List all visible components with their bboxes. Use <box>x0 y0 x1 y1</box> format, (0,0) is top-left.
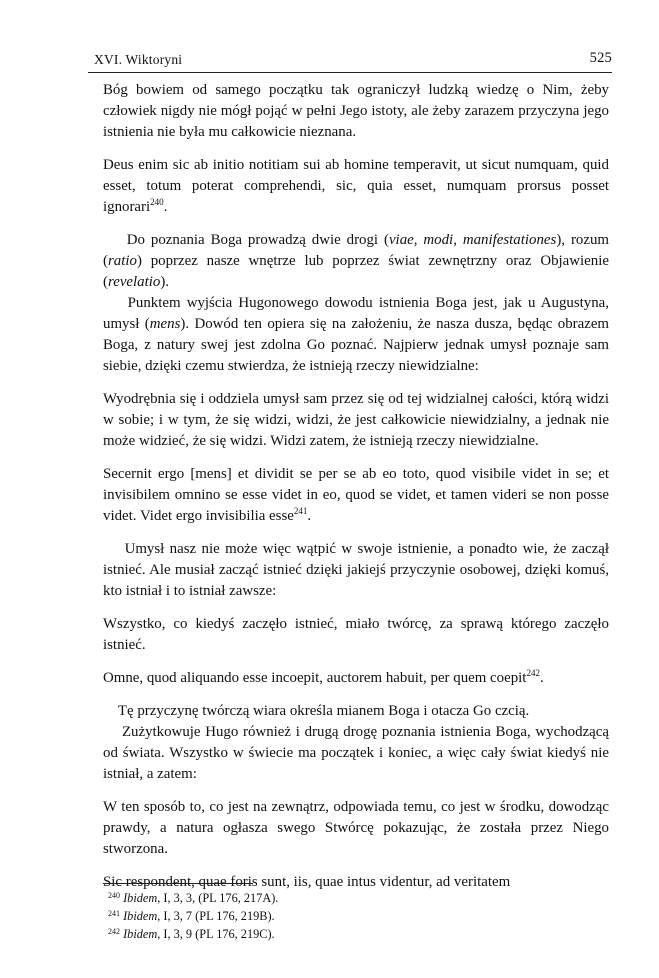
quote-3-latin: Sic respondent, quae foris sunt, iis, quae intus videntur, ad veritatem <box>103 874 511 890</box>
footnote-ref-240[interactable]: 240 <box>150 197 164 207</box>
quote-2-polish: Wszystko, co kiedyś zaczęło istnieć, miało twórcę, za sprawą którego zaczęło istnieć. <box>103 616 609 653</box>
quote-2-latin: Omne, quod aliquando esse incoepit, auctorem habuit, per quem coepit$^{242}$. <box>103 668 544 686</box>
quote-3-polish: W ten sposób to, co jest na zewnątrz, odpowiada temu, co jest w środku, dowodząc prawdy, a natura ogłasza swego Stwórcę pokazując, że została przez Niego stworzona. <box>103 799 609 857</box>
main-text <box>103 80 609 893</box>
paragraph-6: Tę przyczynę twórczą wiara określa mianem Boga i otacza Go czcią. <box>117 703 530 719</box>
quote-1-polish: Wyodrębnia się i oddziela umysł sam przez się od tej widzialnej całości, którą widzi w sobie; i w tym, że się widzi, widzi, że jest całkowicie niewidzialny, a jednak nie może widzieć, że się widzi. Widzi zatem, że istnieją rzeczy niewidzialne. <box>103 391 609 449</box>
footnotes <box>108 889 608 943</box>
page-number: 525 <box>589 50 612 66</box>
footnote-divider <box>103 883 253 884</box>
footnote-241: $^{241}$ Ibidem, I, 3, 7 (PL 176, 219B). <box>108 909 275 923</box>
footnote-242: $^{242}$ Ibidem, I, 3, 9 (PL 176, 219C). <box>108 927 275 941</box>
footnote-240: $^{240}$ Ibidem, I, 3, 3, (PL 176, 217A). <box>108 891 279 905</box>
quote-1-latin: Secernit ergo [mens] et dividit se per se ab eo toto, quod visibile videt in se; et invisibilem omnino se esse videt in eo, quod se videt, et tamen videri se non posse videt. Videt ergo invisibilia esse$^{241}$. <box>103 466 609 524</box>
paragraph-mens: Punktem wyjścia Hugonowego dowodu istnienia Boga jest, jak u Augustyna, umysł (mens). Dowód ten opiera się na założeniu, że nasza dusza, będąc obrazem Boga, z natury swej jest zdolna Go poznać. Najpierw jednak umysł poznaje sam siebie, dzięki czemu stwierdza, że istnieją rzeczy niewidzialne: <box>103 295 610 374</box>
running-header <box>88 48 612 73</box>
footnote-ref-241[interactable]: 241 <box>293 506 308 516</box>
chapter-title: XVI. Wiktoryni <box>94 52 183 67</box>
paragraph-7: Zużytkowuje Hugo również i drugą drogę poznania istnienia Boga, wychodzącą od świata. Wszystko w świecie ma początek i koniec, a więc cały świat kiedyś nie istniał, a zatem: <box>103 724 610 782</box>
paragraph-ways-of-knowing: Do poznania Boga prowadzą dwie drogi (viae, modi, manifestationes), rozum (ratio) poprzez nasze wnętrze lub poprzez świat zewnętrzny oraz Objawienie (revelatio). <box>103 232 609 290</box>
paragraph-1: Bóg bowiem od samego początku tak ograniczył ludzką wiedzę o Nim, żeby człowiek nigdy nie mógł pojąć w pełni Jego istoty, ale żeby zarazem przyczyna jego istnienia nie była mu całkowicie nieznana. <box>103 82 609 140</box>
paragraph-5: Umysł nasz nie może więc wątpić w swoje istnienie, a ponadto wie, że zaczął istnieć. Ale musiał zacząć istnieć dzięki jakiejś przyczynie osobowej, dzięki komuś, kto istniał i to istniał zawsze: <box>103 541 609 599</box>
latin-paragraph-1: Deus enim sic ab initio notitiam sui ab homine temperavit, ut sicut numquam, quid esset, totum poterat comprehendi, sic, quia esset, numquam prorsus posset ignorari$^{240}$. <box>103 157 609 215</box>
footnote-ref-242[interactable]: 242 <box>526 668 540 678</box>
